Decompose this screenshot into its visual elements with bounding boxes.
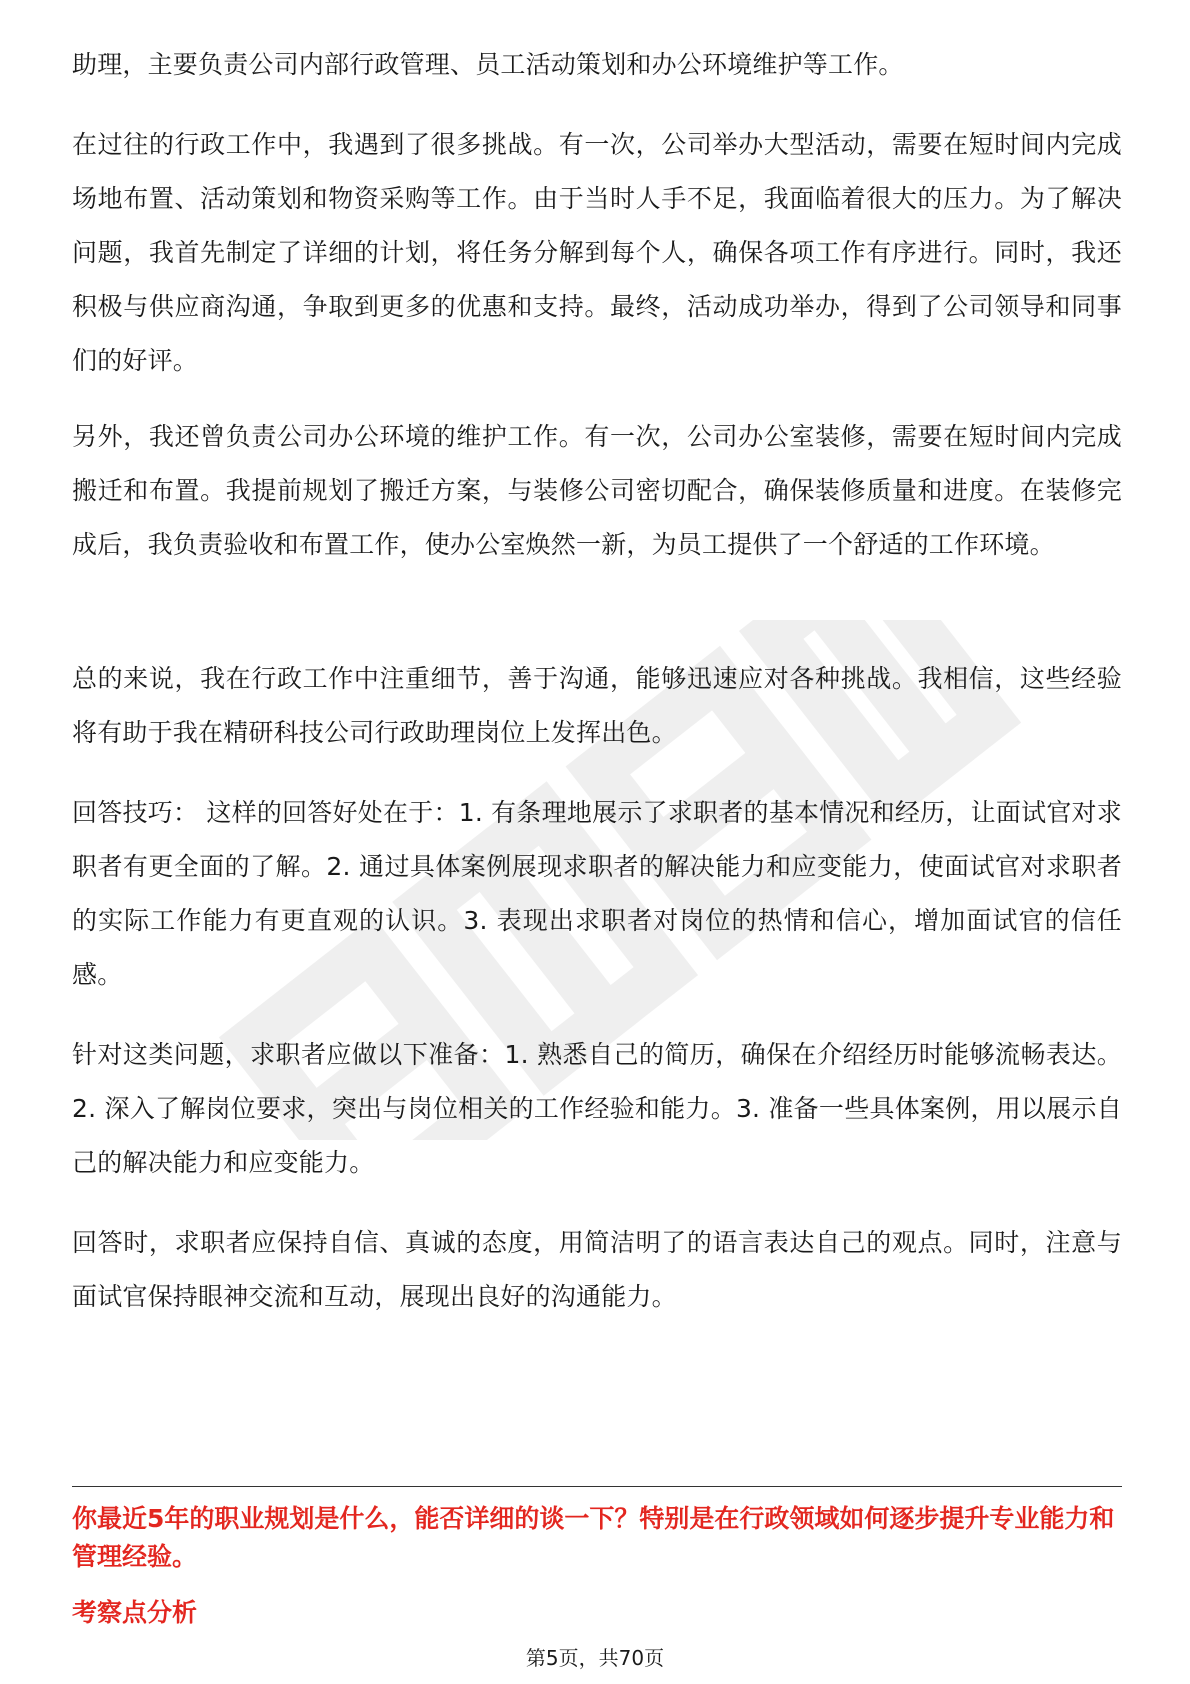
paragraph-answer-attitude: 回答时，求职者应保持自信、真诚的态度，用简洁明了的语言表达自己的观点。同时，注意与面试官保持眼神交流和互动，展现出良好的沟通能力。 bbox=[72, 1228, 1122, 1311]
paragraph-event-challenge: 在过往的行政工作中，我遇到了很多挑战。有一次，公司举办大型活动，需要在短时间内完成场地布置、活动策划和物资采购等工作。由于当时人手不足，我面临着很大的压力。为了解决问题，我首先制定了详细的计划，将任务分解到每个人，确保各项工作有序进行。同时，我还积极与供应商沟通，争取到更多的优惠和支持。最终，活动成功举办，得到了公司领导和同事们的好评。 bbox=[72, 130, 1122, 375]
section-divider bbox=[72, 1486, 1122, 1487]
interview-question: 你最近5年的职业规划是什么，能否详细的谈一下？特别是在行政领域如何逐步提升专业能力和管理经验。 bbox=[72, 1504, 1115, 1571]
section-title-analysis: 考察点分析 bbox=[72, 1598, 198, 1627]
page-number: 第5页，共70页 bbox=[525, 1646, 665, 1670]
paragraph-office-maintenance: 另外，我还曾负责公司办公环境的维护工作。有一次，公司办公室装修，需要在短时间内完成搬迁和布置。我提前规划了搬迁方案，与装修公司密切配合，确保装修质量和进度。在装修完成后，我负责验收和布置工作，使办公室焕然一新，为员工提供了一个舒适的工作环境。 bbox=[72, 422, 1122, 559]
paragraph-preparation: 针对这类问题，求职者应做以下准备：1. 熟悉自己的简历，确保在介绍经历时能够流畅表达。2. 深入了解岗位要求，突出与岗位相关的工作经验和能力。3. 准备一些具体案例，用以展示自己的解决能力和应变能力。 bbox=[72, 1040, 1122, 1177]
paragraph-summary: 总的来说，我在行政工作中注重细节，善于沟通，能够迅速应对各种挑战。我相信，这些经验将有助于我在精研科技公司行政助理岗位上发挥出色。 bbox=[72, 664, 1122, 747]
paragraph-intro-continued: 助理，主要负责公司内部行政管理、员工活动策划和办公环境维护等工作。 bbox=[72, 50, 904, 79]
paragraph-answer-tips: 回答技巧： 这样的回答好处在于：1. 有条理地展示了求职者的基本情况和经历，让面试官对求职者有更全面的了解。2. 通过具体案例展现求职者的解决能力和应变能力，使面试官对求职者的实际工作能力有更直观的认识。3. 表现出求职者对岗位的热情和信心，增加面试官的信任感。 bbox=[72, 798, 1122, 989]
